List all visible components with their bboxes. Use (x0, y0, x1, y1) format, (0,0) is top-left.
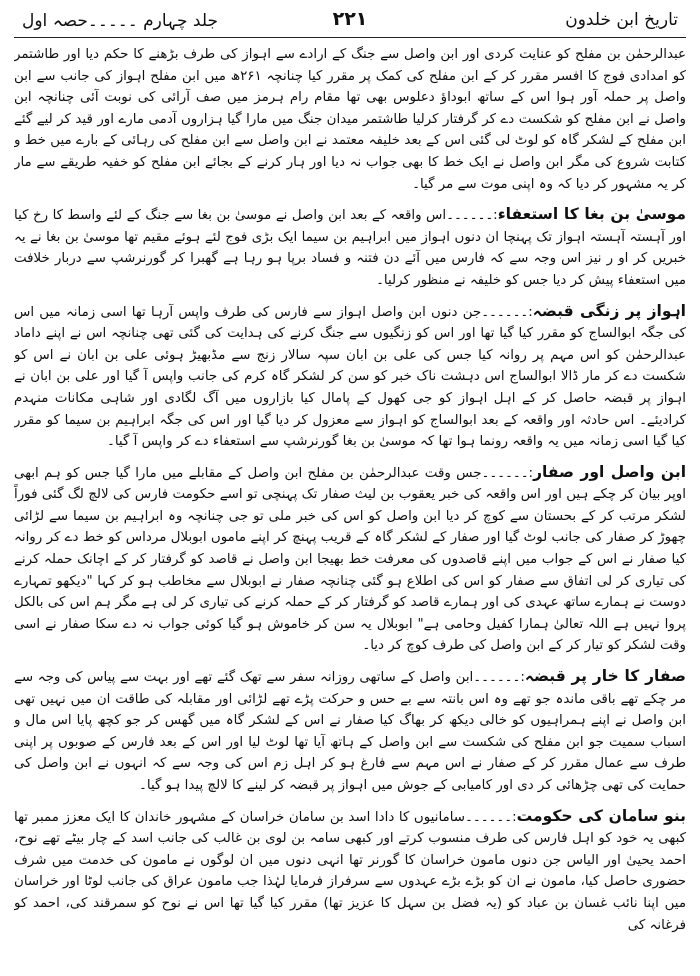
section-paragraph: ابن واصل اور صفار:۔۔۔۔۔۔جس وقت عبدالرحمٰن بن مفلح ابن واصل کے مقابلے میں مارا گیا جس کو ہم ابھی اوپر بیان کر چکے ہیں اور اس واقعہ کی خبر یعقوب بن لیث صفار تک پہنچی تو اسے حکومت فارس کی لالچ لگ گئی فوراً لشکر مرتب کر کے بحستان سے کوچ کر دیا ابن واصل کو اس کی خبر ملی تو جی چنانچہ وہ ابراہیم بن سیما سے لڑائی چھوڑ کر صفار کی جانب لوٹ گیا اور صفار کے لشکر گاہ کے قریب پہنچ کر اپنے ماموں ابوبلال مرداس کو خط دے کر روانہ کیا صفار نے اس کے جواب میں اپنے قاصدوں کی معرفت خط بھیجا ابن واصل نے قاصد کو گرفتار کر کے اچانک حملہ کرنے کی تیاری کر لی اتفاق سے صفار کو اس کی اطلاع ہو گئی چنانچہ صفار نے ابوبلال سے مخاطب ہو کر کہا "دیکھو تمہارے دوست نے ہمارے ساتھ عہدی کی اور ہمارے قاصد کو گرفتار کر کے حملہ کرنے کی تیاری کر لی ہے مگر ہم اس کی بالکل پروا نہیں ہے اللہ تعالیٰ ہمارا کفیل وحامی ہے" ابوبلال یہ سن کر خاموش ہو گیا کوئی جواب نہ دے سکا صفار نے اسی وقت لشکر کو تیار کر کے ابن واصل کی طرف کوچ کر دیا۔ (14, 462, 686, 654)
section-body: سامانیوں کا دادا اسد بن سامان خراسان کے مشہور خاندان کا ایک معزز ممبر تھا کبھی یہ خود کو اہل فارس کی طرف منسوب کرتے اور کبھی سامہ بن لوی بن غالب کی جانب اسد کے چار بیٹے تھے نوح، احمد یحییٰ اور الیاس جن دنوں مامون خراسان کا گورنر تھا انہی دنوں میں ان لوگوں نے مامون کی خدمت میں شرف حضوری حاصل کیا، مامون نے ان کو بڑے بڑے عہدوں سے سرفراز فرمایا لہٰذا جب مامون عراق کی جانب لوٹا اور خراسان میں اپنا نائب غسان بن عباد کو (یہ فضل بن سہل کا عزیز تھا) مقرر کیا گیا تھا اس نے نوح کو سمرقند کی، احمد کو فرغانہ کی (14, 809, 686, 933)
section-heading: اہواز پر زنگی قبضہ (532, 301, 686, 320)
section-heading: موسیٰ بن بغا کا استعفاء (497, 205, 686, 224)
section-body: جن دنوں ابن واصل اہواز سے فارس کی طرف واپس آرہا تھا اسی زمانہ میں اس کی جگہ ابوالساج کو مقرر کیا گیا تھا اور اس کو زنگیوں سے جنگ کرنے کی ہدایت کی گئی تھی چنانچہ اس نے اپنے داماد عبدالرحمٰن کو اس مہم پر روانہ کیا جس کی علی بن ابان سپہ سالار زنج سے مڈبھیڑ ہوئی علی بن ابان نے اس کو شکست دے کر مار ڈالا ابوالساج اس دہشت ناک خبر کو سن کر لشکر گاہ کرم کی جانب واپس آ گیا اور علی بن ابان نے اہواز پر قبضہ حاصل کر کے اہل اہواز کو جی کھول کے پامال کیا بازاروں میں آگ لگادی اور شاہی مکانات منہدم کرادیئے۔ اس حادثہ اور واقعہ کے بعد ابوالساج کو اہواز سے معزول کر دیا گیا اور اس کی جگہ ابراہیم بن سیما کو مقرر کیا گیا اسی زمانہ میں یہ واقعہ رونما ہوا تھا کہ موسیٰ بن بغا گورنرشپ سے استعفاء دے کر واپس آ گیا۔ (14, 304, 686, 450)
section-heading: ابن واصل اور صفار (533, 462, 686, 481)
section-paragraph: اہواز پر زنگی قبضہ:۔۔۔۔۔۔جن دنوں ابن واصل اہواز سے فارس کی طرف واپس آرہا تھا اسی زمانہ میں اس کی جگہ ابوالساج کو مقرر کیا گیا تھا اور اس کو زنگیوں سے جنگ کرنے کی ہدایت کی گئی تھی چنانچہ اس نے اپنے داماد عبدالرحمٰن کو اس مہم پر روانہ کیا جس کی علی بن ابان سپہ سالار زنج سے مڈبھیڑ ہوئی علی بن ابان نے اس کو شکست دے کر مار ڈالا ابوالساج اس دہشت ناک خبر کو سن کر لشکر گاہ کرم کی جانب واپس آ گیا اور علی بن ابان نے اہواز پر قبضہ حاصل کر کے اہل اہواز کو جی کھول کے پامال کیا بازاروں میں آگ لگادی اور شاہی مکانات منہدم کرادیئے۔ اس حادثہ اور واقعہ کے بعد ابوالساج کو اہواز سے معزول کر دیا گیا اور اس کی جگہ ابراہیم بن سیما کو مقرر کیا گیا اسی زمانہ میں یہ واقعہ رونما ہوا تھا کہ موسیٰ بن بغا گورنرشپ سے استعفاء دے کر واپس آ گیا۔ (14, 301, 686, 450)
section-paragraph: موسیٰ بن بغا کا استعفاء:۔۔۔۔۔۔اس واقعہ کے بعد ابن واصل نے موسیٰ بن بغا سے جنگ کے لئے واسط کا رخ کیا اور آہستہ آہستہ اہواز تک پہنچا ان دنوں اہواز میں ابراہیم بن سیما ایک بڑی فوج لئے ہوئے مقیم تھا موسیٰ بن بغا نے یہ خبریں کر او ر نیز اس وجہ سے کہ فارس میں آئے دن فتنہ و فساد برپا ہو رہا ہے گھبرا کر گورنرشپ سے دربار خلافت میں استعفاء پیش کر دیا جس کو خلیفہ نے منظور کرلیا۔ (14, 205, 686, 288)
volume-label: جلد چہارم ۔۔۔۔۔حصہ اول (22, 11, 218, 31)
intro-paragraph: عبدالرحمٰن بن مفلح کو عنایت کردی اور ابن واصل سے جنگ کے ارادے سے اہواز کی طرف بڑھنے کا حکم دیا اور طاشتمر کو امدادی فوج کا افسر مقرر کر کے ابن مفلح کی کمک پر مقرر کیا چنانچہ ۲۶۱ھ میں ابن مفلح اہواز کی جانب سے ابن واصل پر حملہ آور ہوا اس کے ساتھ ابوداؤ دعلوس بھی تھا مقام رام ہرمز میں صف آرائی کی نوبت آئی چنانچہ ابن واصل نے ابن مفلح کو شکست دے کر گرفتار کرلیا طاشتمر میدان جنگ میں مارا گیا ہزاروں آدمی مارے اور قید کر لیے گئے ابن مفلح کے لشکر گاہ کو لوٹ لی گئی اس کے بعد خلیفہ معتمد نے ابن واصل سے ابن مفلح کی رہائی کے بارے میں خط و کتابت شروع کی مگر ابن واصل نے ایک خط کا بھی جواب نہ دیا اور ہار کرنے کے بجائے ابن مفلح کو خفیہ طریقے سے مار کر یہ مشہور کر دیا کہ وہ اپنی موت سے مر گیا۔ (14, 47, 686, 192)
section-body: جس وقت عبدالرحمٰن بن مفلح ابن واصل کے مقابلے میں مارا گیا جس کو ہم ابھی اوپر بیان کر چکے ہیں اور اس واقعہ کی خبر یعقوب بن لیث صفار تک پہنچی تو اسے حکومت فارس کی لالچ لگ گئی فوراً لشکر مرتب کر کے بحستان سے کوچ کر دیا ابن واصل کو اس کی خبر ملی تو جی چنانچہ وہ ابراہیم بن سیما سے لڑائی چھوڑ کر صفار کی جانب لوٹ گیا اور صفار کے لشکر گاہ کے قریب پہنچ کر اپنے ماموں ابوبلال مرداس کو خط دے کر روانہ کیا صفار نے اس کے جواب میں اپنے قاصدوں کی معرفت خط بھیجا ابن واصل نے قاصد کو گرفتار کر کے اچانک حملہ کرنے کی تیاری کر لی اتفاق سے صفار کو اس کی اطلاع ہو گئی چنانچہ صفار نے ابوبلال سے مخاطب ہو کر کہا "دیکھو تمہارے دوست نے ہمارے ساتھ عہدی کی اور ہمارے قاصد کو گرفتار کر کے حملہ کرنے کی تیاری کر لی ہے مگر ہم اس کی بالکل پروا نہیں ہے اللہ تعالیٰ ہمارا کفیل وحامی ہے" ابوبلال یہ سن کر خاموش ہو گیا کوئی جواب نہ دے سکا صفار نے اسی وقت لشکر کو تیار کر کے ابن واصل کی طرف کوچ کر دیا۔ (14, 465, 686, 654)
page-number: ۲۲۱ (332, 8, 368, 30)
section-body: اس واقعہ کے بعد ابن واصل نے موسیٰ بن بغا سے جنگ کے لئے واسط کا رخ کیا اور آہستہ آہستہ اہواز تک پہنچا ان دنوں اہواز میں ابراہیم بن سیما ایک بڑی فوج لئے ہوئے مقیم تھا موسیٰ بن بغا نے یہ خبریں کر او ر نیز اس وجہ سے کہ فارس میں آئے دن فتنہ و فساد برپا ہو رہا ہے گھبرا کر گورنرشپ سے دربار خلافت میں استعفاء پیش کر دیا جس کو خلیفہ نے منظور کرلیا۔ (14, 208, 686, 288)
page-body (14, 44, 686, 972)
section-heading: بنو سامان کی حکومت (516, 806, 686, 825)
page-header (14, 6, 686, 36)
section-body: ابن واصل کے ساتھی روزانہ سفر سے تھک گئے تھے اور بہت سے پیاس کی وجہ سے مر چکے تھے باقی ماندہ جو تھے وہ اس بانتہ سے بے حس و حرکت پڑے تھے لڑائی اور مقابلہ کی طاقت ان میں نہیں تھی ابن واصل نے اپنے ہمراہیوں کو خالی دیکھ کر بھاگ کیا صفار نے اس کے لشکر گاہ میں گھس کر جو کچھ پایا اس مال و اسباب سمیت جو ابن مفلح کی شکست سے ابن واصل کے ہاتھ آیا تھا لوٹ لیا اور اس کے بعد فارس کے صوبوں پر اپنی طرف سے عمال مقرر کر کے صفار نے اس مہم سے فارغ ہو کر اہل زم اس کی وجہ سے کہ انہوں نے ابن واصل کی حمایت کی تھی چڑھائی کر دی اور کامیابی کے جوش میں اہواز پر قبضہ کر لینے کا لالچ پیدا ہو گیا۔ (14, 670, 686, 793)
section-paragraph: بنو سامان کی حکومت:۔۔۔۔۔۔سامانیوں کا دادا اسد بن سامان خراسان کے مشہور خاندان کا ایک معزز ممبر تھا کبھی یہ خود کو اہل فارس کی طرف منسوب کرتے اور کبھی سامہ بن لوی بن غالب کی جانب اسد کے چار بیٹے تھے نوح، احمد یحییٰ اور الیاس جن دنوں مامون خراسان کا گورنر تھا انہی دنوں میں ان لوگوں نے مامون کی خدمت میں شرف حضوری حاصل کیا، مامون نے ان کو بڑے بڑے عہدوں سے سرفراز فرمایا لہٰذا جب مامون عراق کی جانب لوٹا اور خراسان میں اپنا نائب غسان بن عباد کو (یہ فضل بن سہل کا عزیز تھا) مقرر کیا گیا تھا اس نے نوح کو سمرقند کی، احمد کو فرغانہ کی (14, 806, 686, 933)
section-heading: صفار کا خار پر قبضہ (524, 667, 686, 686)
section-paragraph: صفار کا خار پر قبضہ:۔۔۔۔۔۔ابن واصل کے ساتھی روزانہ سفر سے تھک گئے تھے اور بہت سے پیاس کی وجہ سے مر چکے تھے باقی ماندہ جو تھے وہ اس بانتہ سے بے حس و حرکت پڑے تھے لڑائی اور مقابلہ کی طاقت ان میں نہیں تھی ابن واصل نے اپنے ہمراہیوں کو خالی دیکھ کر بھاگ کیا صفار نے اس کے لشکر گاہ میں گھس کر جو کچھ پایا اس مال و اسباب سمیت جو ابن مفلح کی شکست سے ابن واصل کے ہاتھ آیا تھا لوٹ لیا اور اس کے بعد فارس کے صوبوں پر اپنی طرف سے عمال مقرر کر کے صفار نے اس مہم سے فارغ ہو کر اہل زم اس کی وجہ سے کہ انہوں نے ابن واصل کی حمایت کی تھی چڑھائی کر دی اور کامیابی کے جوش میں اہواز پر قبضہ کر لینے کا لالچ پیدا ہو گیا۔ (14, 667, 686, 793)
book-title: تاریخ ابن خلدون (565, 10, 678, 30)
header-rule (14, 37, 686, 38)
